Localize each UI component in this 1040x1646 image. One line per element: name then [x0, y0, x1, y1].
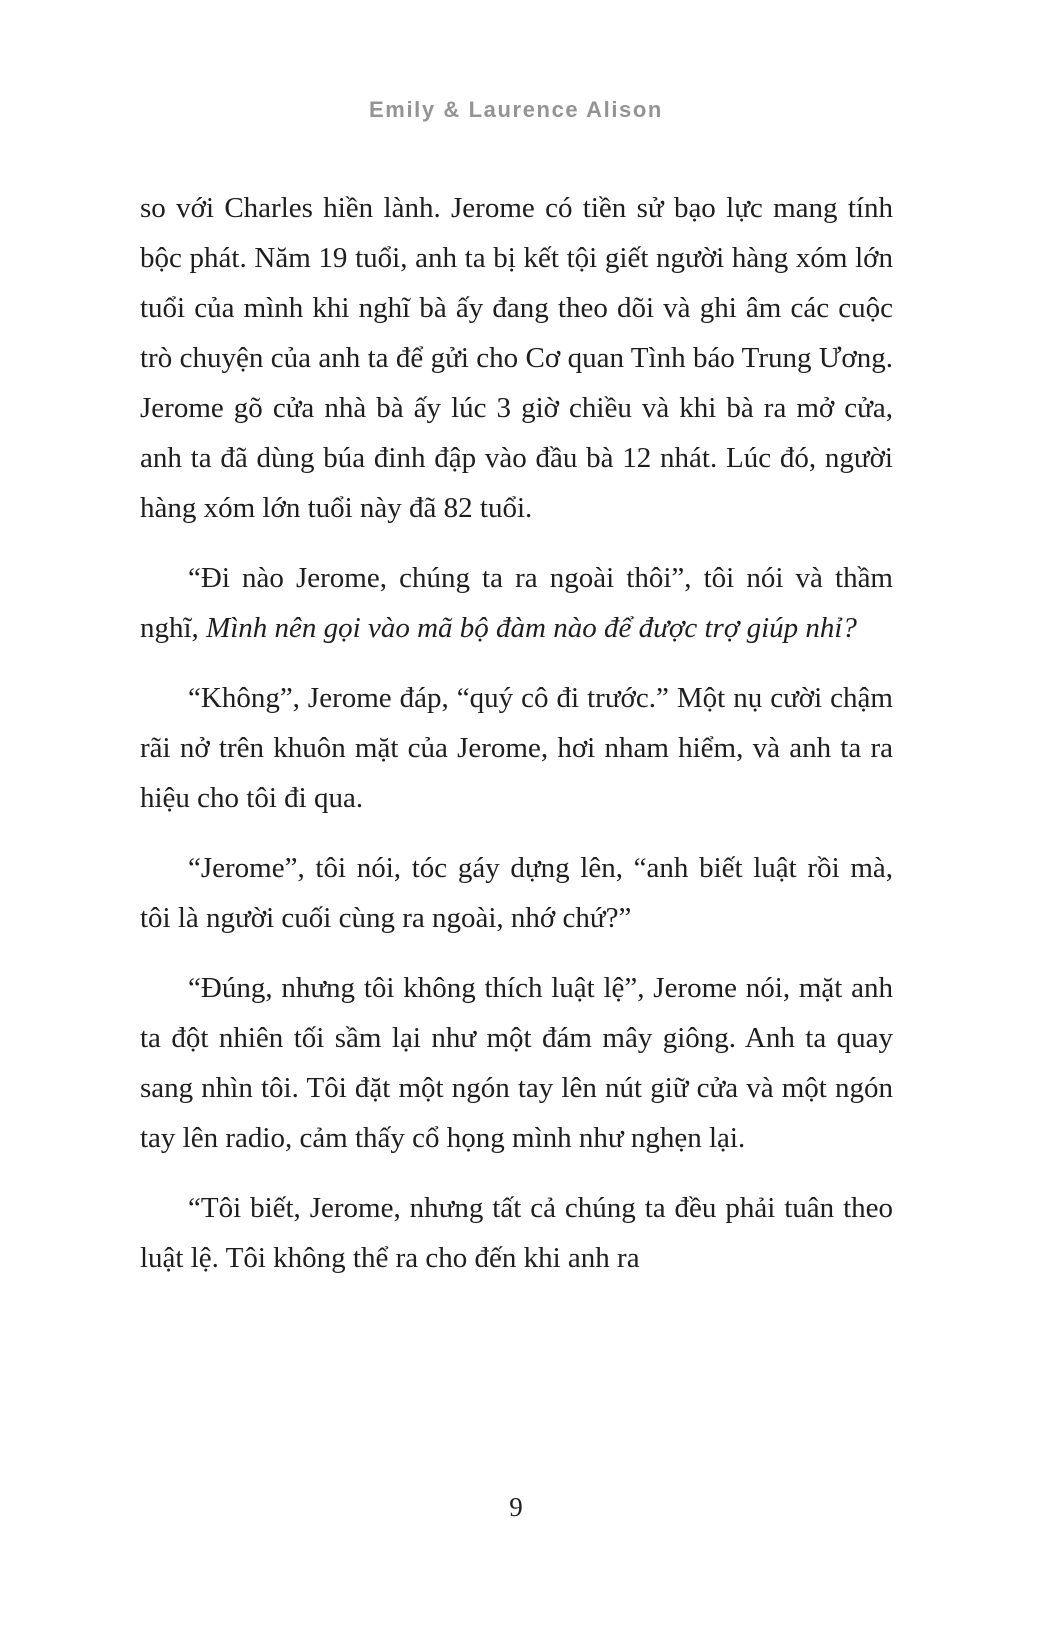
text-run: “Đúng, nhưng tôi không thích luật lệ”, Jerome nói, mặt anh ta đột nhiên tối sầm lại như một đám mây giông. Anh ta quay sang nhìn tôi. Tôi đặt một ngón tay lên nút giữ cửa và một ngón tay lên radio, cảm thấy cổ họng mình như nghẹn lại.: [140, 972, 893, 1154]
italic-run: Mình nên gọi vào mã bộ đàm nào để được trợ giúp nhỉ?: [206, 612, 857, 644]
paragraph: [140, 553, 893, 653]
text-run: “Tôi biết, Jerome, nhưng tất cả chúng ta đều phải tuân theo luật lệ. Tôi không thể ra cho đến khi anh ra: [140, 1192, 893, 1274]
text-run: “Jerome”, tôi nói, tóc gáy dựng lên, “anh biết luật rồi mà, tôi là người cuối cùng ra ngoài, nhớ chứ?”: [140, 852, 893, 934]
text-run: “Đi nào Jerome, chúng ta ra ngoài thôi”, tôi nói và thầm nghĩ,: [140, 562, 893, 644]
paragraph: [140, 843, 893, 943]
body-text: [140, 183, 893, 1303]
paragraph: [140, 1183, 893, 1283]
text-run: so với Charles hiền lành. Jerome có tiền sử bạo lực mang tính bộc phát. Năm 19 tuổi, anh ta bị kết tội giết người hàng xóm lớn tuổi của mình khi nghĩ bà ấy đang theo dõi và ghi âm các cuộc trò chuyện của anh ta để gửi cho Cơ quan Tình báo Trung Ương. Jerome gõ cửa nhà bà ấy lúc 3 giờ chiều và khi bà ra mở cửa, anh ta đã dùng búa đinh đập vào đầu bà 12 nhát. Lúc đó, người hàng xóm lớn tuổi này đã 82 tuổi.: [140, 192, 893, 524]
page-number: 9: [509, 1492, 523, 1522]
text-run: “Không”, Jerome đáp, “quý cô đi trước.” Một nụ cười chậm rãi nở trên khuôn mặt của Jerome, hơi nham hiểm, và anh ta ra hiệu cho tôi đi qua.: [140, 682, 893, 814]
running-header: Emily & Laurence Alison: [369, 97, 663, 122]
paragraph: [140, 963, 893, 1163]
paragraph: [140, 673, 893, 823]
paragraph: [140, 183, 893, 533]
